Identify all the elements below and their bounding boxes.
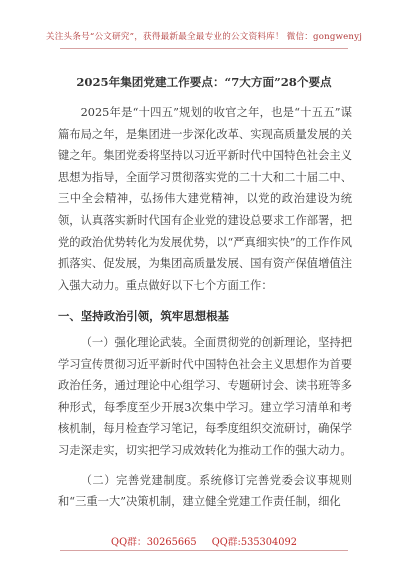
- header-banner: 关注头条号“公文研究”，获得最新最全最专业的公文资料库！ 微信：gongwenyj: [45, 32, 363, 42]
- header-divider: [60, 48, 348, 49]
- footer-divider: [60, 550, 348, 551]
- paragraph-gap: [58, 462, 352, 470]
- document-title: 2025年集团党建工作要点：“7大方面”28个要点: [76, 75, 332, 89]
- section-heading: 一、坚持政治引领，筑牢思想根基: [58, 309, 229, 324]
- footer-qq-group-1: QQ群：30265665: [111, 537, 197, 548]
- intro-paragraph: 2025年是“十四五”规划的收官之年，也是“十五五”谋篇布局之年，是集团进一步深化改革、实现高质量发展的关键之年。集团党委将坚持以习近平新时代中国特色社会主义思想为指导，全面学习贯彻落实党的二十大和二十届二中、三中全会精神，弘扬伟大建党精神，以党的政治建设为统领，认真落实新时代国有企业党的建设总要求工作部署，把党的政治优势转化为发展优势，以“严真细实快”的工作作风抓落实、促发展，为集团高质量发展、国有资产保值增值注入强大动力。重点做好以下七个方面工作：: [58, 106, 352, 292]
- footer-qq-group-2: QQ群:535304092: [211, 537, 297, 548]
- item-paragraph: （二）完善党建制度。系统修订完善党委会议事规则和“三重一大”决策机制，建立健全党建工作责任制，细化: [58, 473, 352, 509]
- document-body: [58, 102, 352, 513]
- item-paragraph: （一）强化理论武装。全面贯彻党的创新理论，坚持把学习宣传贯彻习近平新时代中国特色社会主义思想作为首要政治任务，通过理论中心组学习、专题研讨会、读书班等多种形式，每季度至少开展3次集中学习。建立学习清单和考核机制，每月检查学习笔记，每季度组织交流研讨，确保学习走深走实，切实把学习成效转化为推动工作的强大动力。: [58, 335, 352, 457]
- footer-qq-bar: [0, 534, 408, 548]
